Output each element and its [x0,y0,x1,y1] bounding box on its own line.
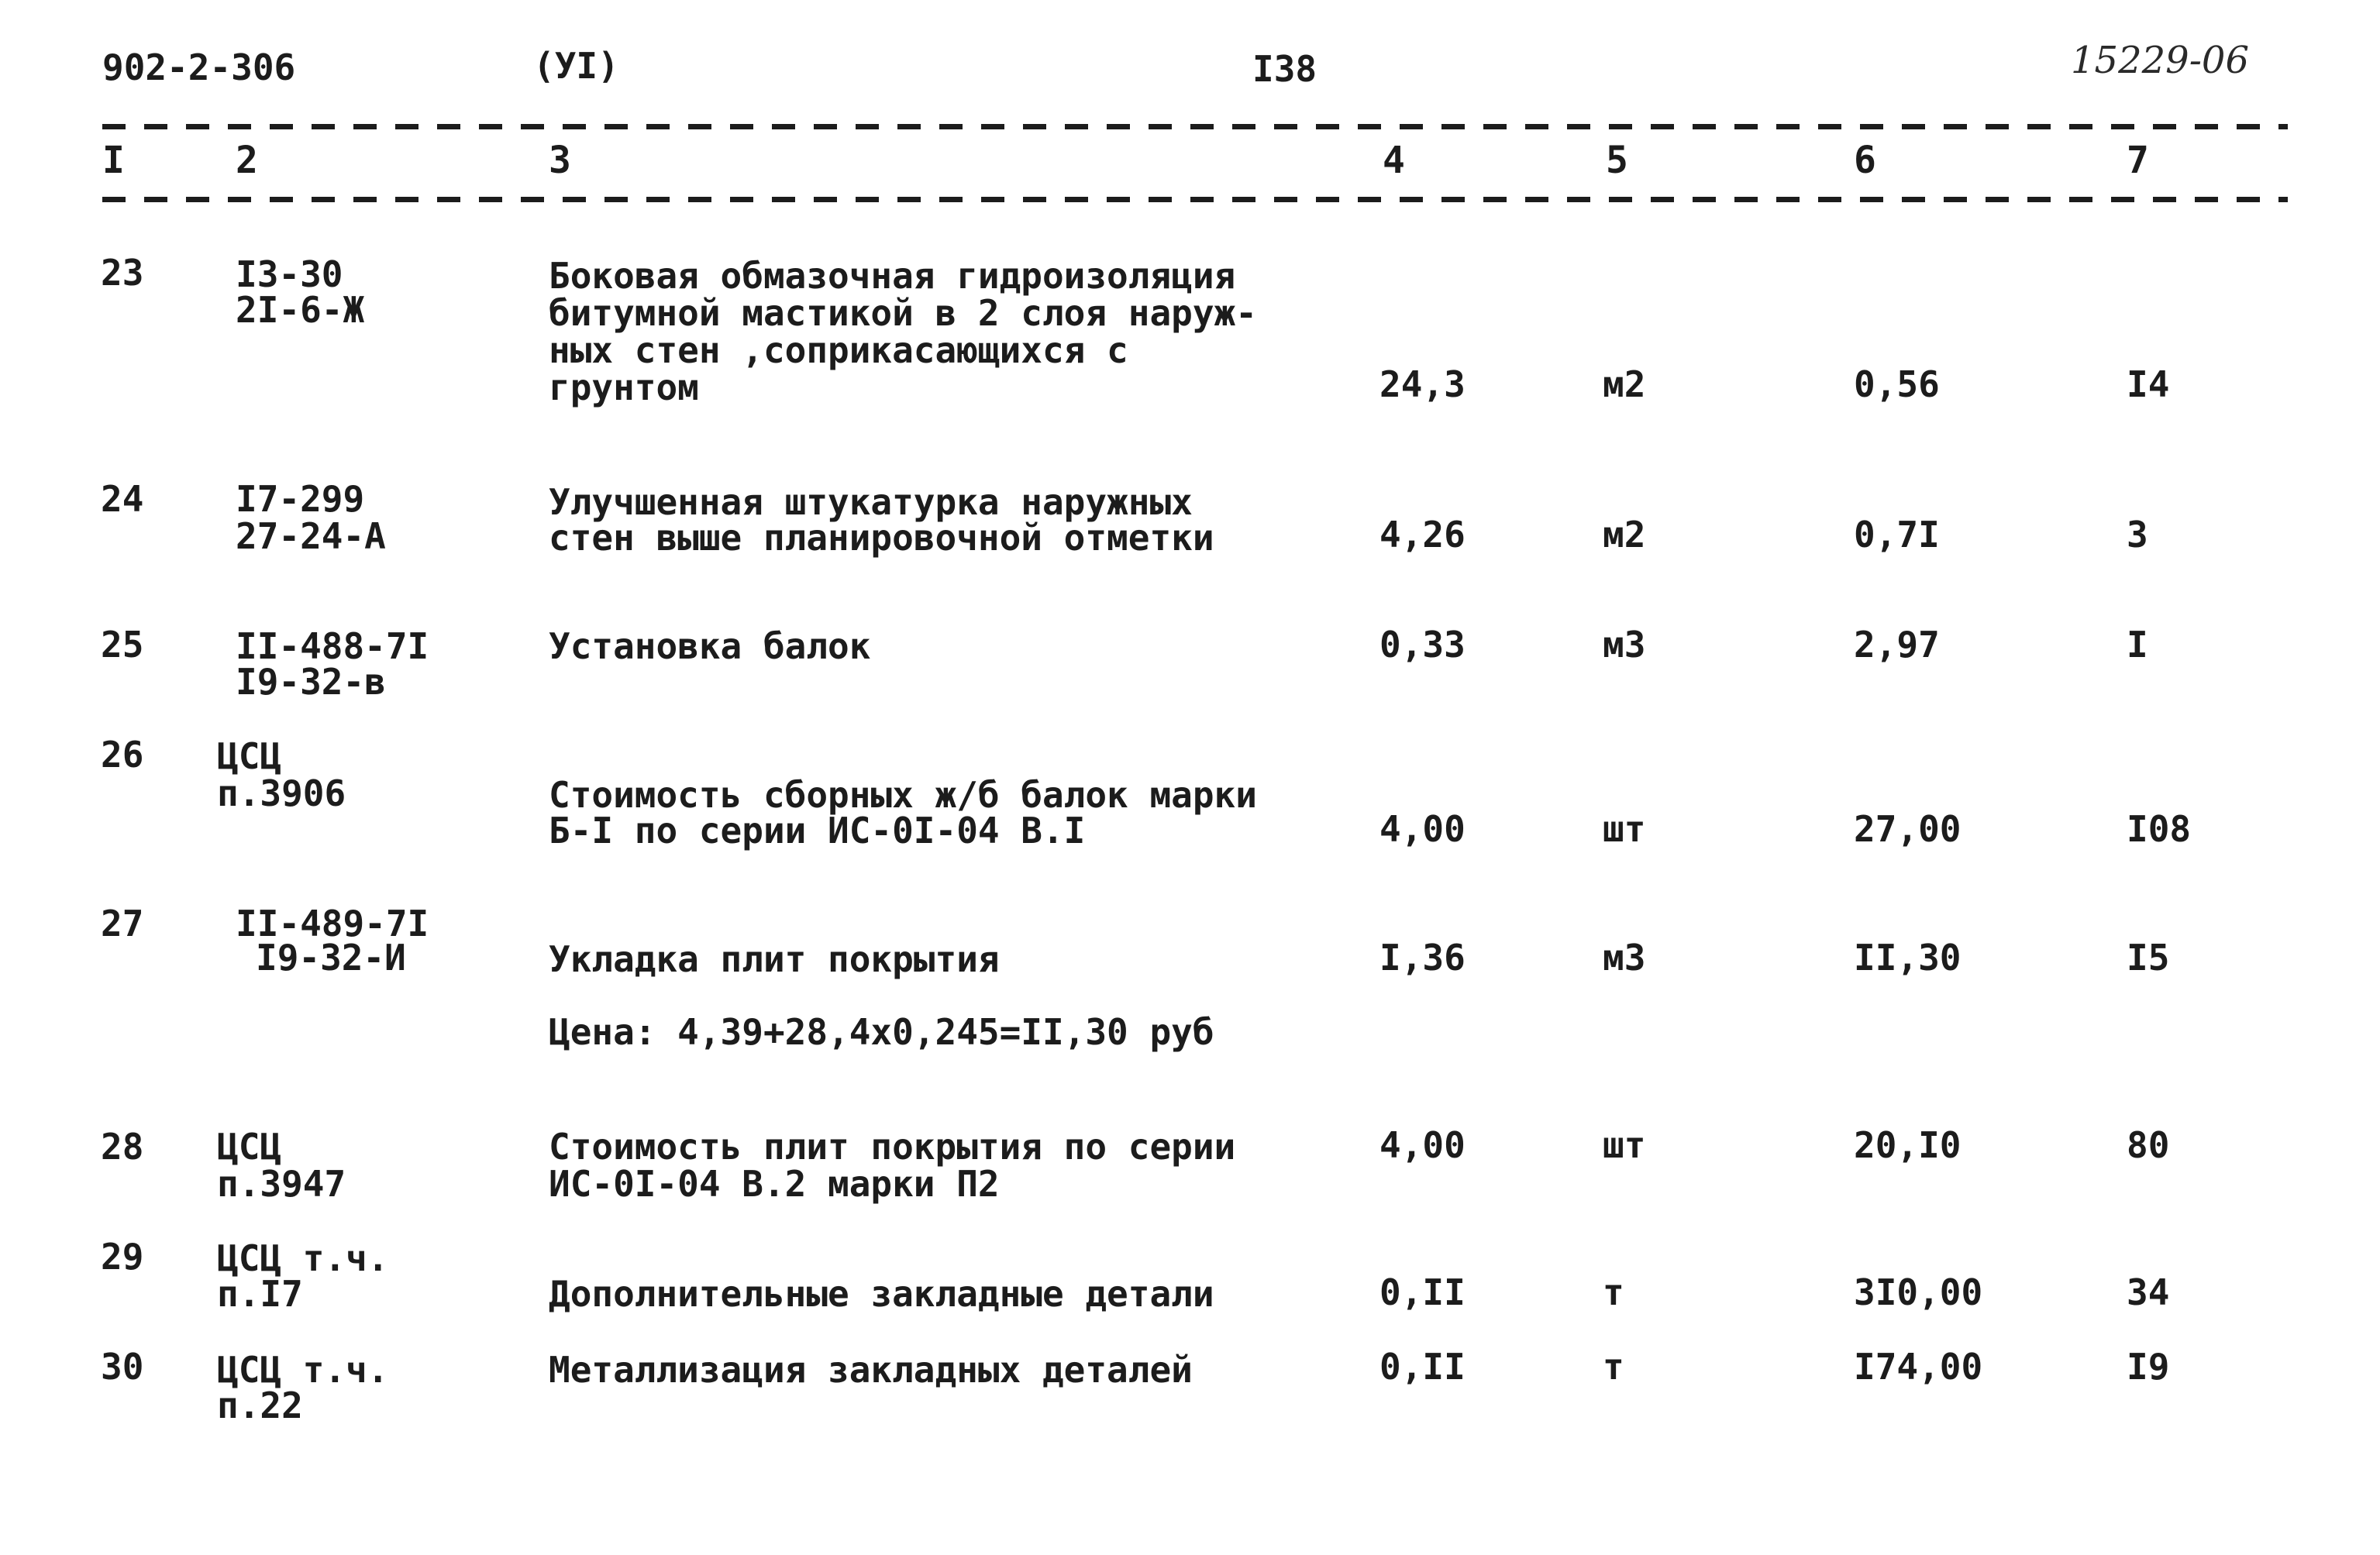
row-quantity: 0,33 [1379,624,1466,666]
row-code-line-2: I9-32-в [236,661,386,703]
row-number: 30 [101,1346,144,1388]
row-number: 26 [101,734,144,776]
row-description-line-1: Укладка плит покрытия [549,938,1000,980]
row-description-line-1: Стоимость сборных ж/б балок марки [549,774,1257,816]
row-unit: м2 [1603,363,1646,405]
row-code-line-1: ЦСЦ т.ч. [217,1349,389,1391]
row-unit-price: 0,56 [1854,363,1940,405]
row-total: 80 [2127,1124,2170,1166]
row-quantity: 4,00 [1379,1124,1466,1166]
row-code-line-2: п.I7 [217,1273,303,1315]
row-quantity: 4,00 [1379,808,1466,850]
row-code-line-2: п.3947 [217,1163,346,1205]
row-description-line-1: Стоимость плит покрытия по серии [549,1126,1236,1168]
row-description-line-1: Установка балок [549,625,871,667]
row-unit: м3 [1603,624,1646,666]
row-quantity: I,36 [1379,937,1466,979]
row-number: 28 [101,1126,144,1168]
row-unit-price: I74,00 [1854,1346,1983,1388]
row-unit-price: 0,7I [1854,514,1940,556]
column-number-6: 6 [1854,139,1876,182]
header-top-rule [102,124,2288,129]
row-description-line-1: Металлизация закладных деталей [549,1349,1193,1391]
row-description-line-1: Боковая обмазочная гидроизоляция [549,255,1236,297]
row-quantity: 24,3 [1379,363,1466,405]
row-number: 25 [101,624,144,666]
row-description-line-2: битумной мастикой в 2 слоя наруж- [549,292,1257,334]
column-number-7: 7 [2127,139,2149,182]
row-total: 34 [2127,1271,2170,1313]
document-number: 15229-06 [2071,39,2249,82]
row-total: 3 [2127,514,2148,556]
row-quantity: 0,II [1379,1346,1466,1388]
row-unit: м3 [1603,937,1646,979]
project-code: 902-2-306 [102,46,296,88]
row-unit: шт [1603,808,1646,850]
row-number: 29 [101,1236,144,1278]
column-number-3: 3 [549,139,571,182]
row-code-line-1: ЦСЦ [217,1126,282,1168]
row-description-line-2: Б-I по серии ИС-0I-04 В.I [549,810,1086,851]
column-number-1: I [102,139,125,182]
row-unit-price: 27,00 [1854,808,1962,850]
row-code-line-2: 2I-6-Ж [236,289,365,331]
volume-label: (УI) [533,45,619,87]
column-number-4: 4 [1383,139,1405,182]
row-description-line-1: Улучшенная штукатурка наружных [549,481,1193,523]
row-total: I9 [2127,1346,2170,1388]
row-number: 23 [101,252,144,294]
row-code-line-1: I7-299 [236,478,365,520]
row-total: I5 [2127,937,2170,979]
row-total: I4 [2127,363,2170,405]
column-number-5: 5 [1606,139,1628,182]
row-total: I08 [2127,808,2192,850]
row-quantity: 4,26 [1379,514,1466,556]
row-unit: м2 [1603,514,1646,556]
row-number: 27 [101,903,144,944]
row-number: 24 [101,478,144,520]
row-unit-price: 3I0,00 [1854,1271,1983,1313]
row-unit: т [1603,1271,1624,1313]
row-description-line-2: ИС-0I-04 В.2 марки П2 [549,1163,1000,1205]
row-description-line-1: Дополнительные закладные детали [549,1273,1214,1315]
row-unit-price: II,30 [1854,937,1962,979]
row-description-line-4: грунтом [549,366,699,408]
price-calculation-note: Цена: 4,39+28,4х0,245=II,30 руб [549,1011,1214,1053]
row-code-line-2: п.3906 [217,772,346,814]
row-unit-price: 2,97 [1854,624,1940,666]
row-quantity: 0,II [1379,1271,1466,1313]
row-code-line-1: ЦСЦ т.ч. [217,1237,389,1279]
row-code-line-1: I3-30 [236,253,343,295]
column-number-2: 2 [236,139,258,182]
row-unit: шт [1603,1124,1646,1166]
row-code-line-1: ЦСЦ [217,735,282,777]
header-bottom-rule [102,197,2288,202]
row-total: I [2127,624,2148,666]
row-code-line-1: II-489-7I [236,903,429,944]
row-code-line-2: п.22 [217,1385,303,1426]
row-code-line-2: 27-24-А [236,515,386,557]
row-code-line-1: II-488-7I [236,625,429,667]
row-description-line-2: стен выше планировочной отметки [549,517,1214,559]
row-unit-price: 20,I0 [1854,1124,1962,1166]
page-number: I38 [1252,48,1317,90]
row-code-line-2: I9-32-И [256,937,406,979]
row-description-line-3: ных стен ,соприкасающихся с [549,329,1128,371]
row-unit: т [1603,1346,1624,1388]
